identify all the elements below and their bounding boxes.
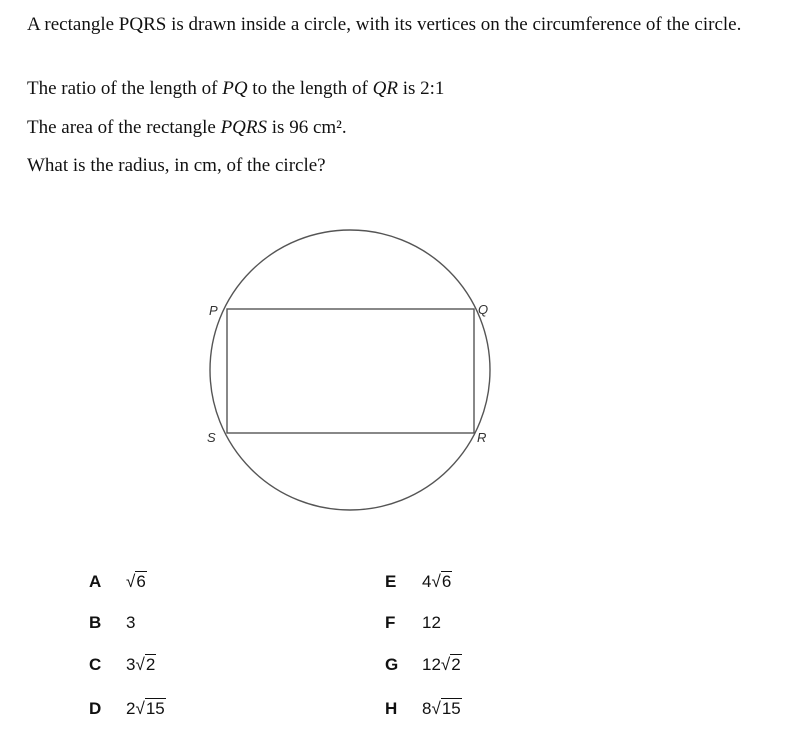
option-f[interactable]: [385, 611, 441, 635]
ratio-text-suffix: is 2:1: [397, 78, 445, 99]
vertex-label-r: R: [477, 430, 487, 445]
option-h[interactable]: [385, 697, 462, 721]
sqrt-symbol: √: [440, 655, 451, 674]
question-line-4: What is the radius, in cm, of the circle?: [27, 155, 326, 176]
option-letter: C: [89, 655, 102, 674]
option-letter: D: [89, 699, 102, 718]
ratio-text-mid: to the length of: [247, 78, 373, 99]
option-a[interactable]: [89, 570, 147, 594]
sqrt-symbol: √: [431, 572, 441, 591]
option-value: 3: [126, 613, 136, 632]
option-value: 3√2: [126, 655, 156, 674]
option-letter: B: [89, 613, 102, 632]
vertex-label-s: S: [207, 430, 216, 445]
option-letter: F: [385, 613, 396, 632]
option-value: 12√2: [422, 655, 461, 674]
option-b[interactable]: [89, 611, 135, 635]
option-value: √6: [126, 572, 146, 591]
area-text-suffix: is 96 cm².: [267, 117, 347, 138]
option-letter: E: [385, 572, 397, 591]
option-letter: G: [385, 655, 399, 674]
ratio-text-prefix: The ratio of the length of: [27, 78, 223, 99]
option-value: 2√15: [126, 699, 165, 718]
var-pq: PQ: [222, 78, 248, 99]
option-value: 12: [422, 613, 441, 632]
sqrt-symbol: √: [126, 572, 136, 591]
option-letter: H: [385, 699, 398, 718]
sqrt-symbol: √: [431, 699, 441, 718]
option-value: 4√6: [422, 572, 452, 591]
var-pqrs: PQRS: [220, 117, 268, 138]
vertex-label-q: Q: [478, 302, 489, 317]
option-value: 8√15: [422, 699, 461, 718]
area-text-prefix: The area of the rectangle: [27, 117, 221, 138]
option-g[interactable]: [385, 653, 462, 677]
option-e[interactable]: [385, 570, 452, 594]
vertex-label-p: P: [209, 303, 218, 318]
question-line-1: A rectangle PQRS is drawn inside a circle, with its vertices on the circumference of the circle.: [27, 14, 742, 35]
sqrt-symbol: √: [135, 699, 145, 718]
sqrt-symbol: √: [135, 655, 145, 674]
var-qr: QR: [372, 78, 398, 99]
option-letter: A: [89, 572, 102, 591]
option-d[interactable]: [89, 697, 166, 721]
option-c[interactable]: [89, 653, 156, 677]
